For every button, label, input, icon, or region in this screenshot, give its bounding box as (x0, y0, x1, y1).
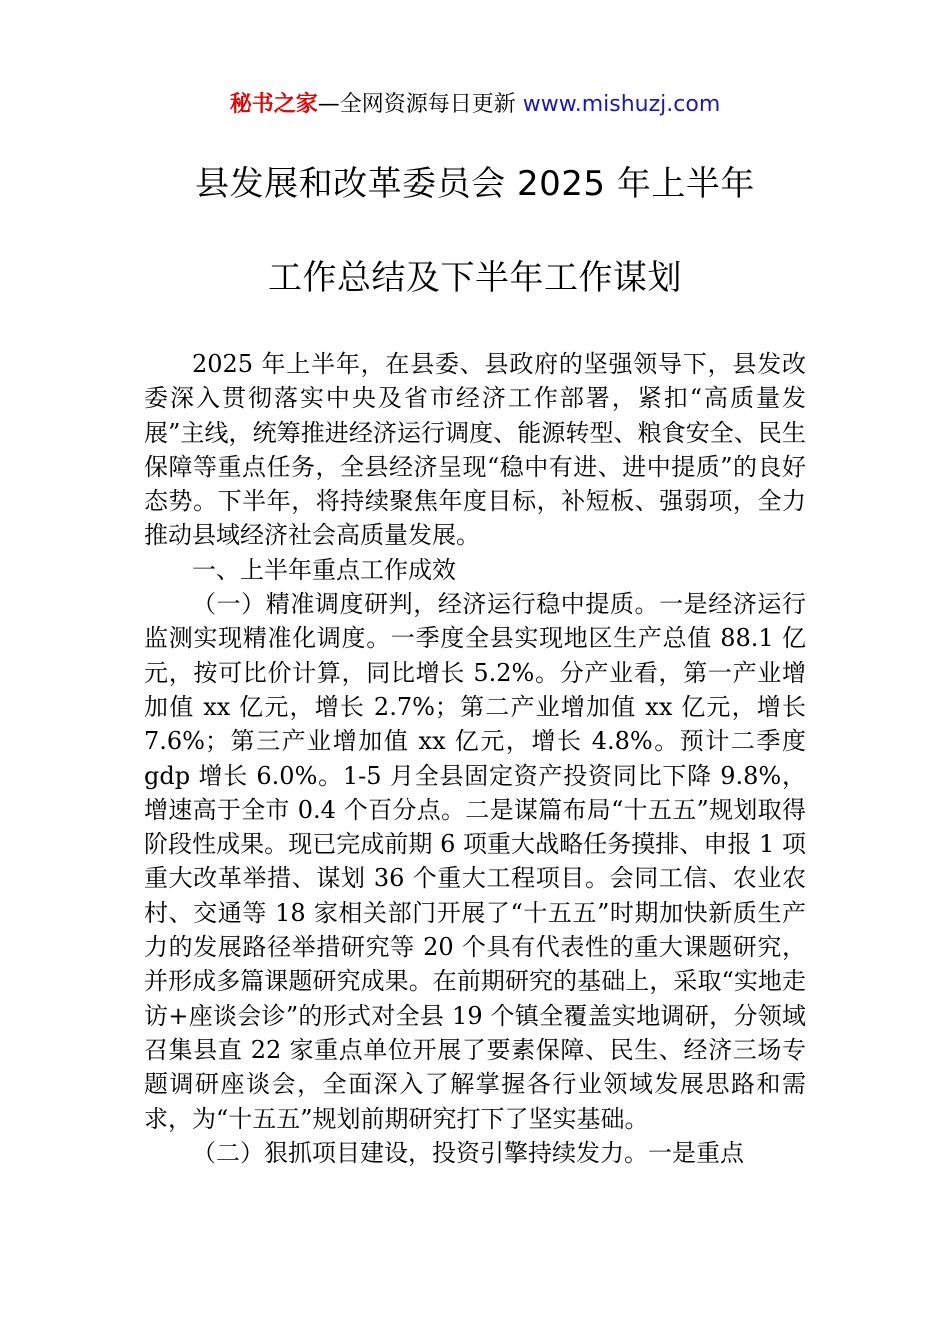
body-paragraph: （一）精准调度研判，经济运行稳中提质。一是经济运行监测实现精准化调度。一季度全县实现地区生产总值 88.1 亿元，按可比价计算，同比增长 5.2%。分产业看，第一产业增加值 xx 亿元，增长 2.7%；第二产业增加值 xx 亿元，增长 7.6%；第三产业增加值 xx 亿元，增长 4.8%。预计二季度 gdp 增长 6.0%。1-5 月全县固定资产投资同比下降 9.8%，增速高于全市 0.4 个百分点。二是谋篇布局“十五五”规划取得阶段性成果。现已完成前期 6 项重大战略任务摸排、申报 1 项重大改革举措、谋划 36 个重大工程项目。会同工信、农业农村、交通等 18 家相关部门开展了“十五五”时期加快新质生产力的发展路径举措研究等 20 个具有代表性的重大课题研究，并形成多篇课题研究成果。在前期研究的基础上，采取“实地走访+座谈会诊”的形式对全县 19 个镇全覆盖实地调研，分领域召集县直 22 家重点单位开展了要素保障、民生、经济三场专题调研座谈会，全面深入了解掌握各行业领域发展思路和需求，为“十五五”规划前期研究打下了坚实基础。 (144, 590, 806, 1133)
site-header (0, 88, 950, 122)
site-url: www.mishuzj.com (522, 92, 721, 117)
document-body (144, 347, 806, 1170)
document-title-line-2: 工作总结及下半年工作谋划 (268, 258, 682, 298)
document-title-line-1: 县发展和改革委员会 2025 年上半年 (195, 164, 755, 204)
brand-name: 秘书之家 (229, 92, 318, 117)
body-paragraph: （二）狠抓项目建设，投资引擎持续发力。一是重点 (192, 1138, 744, 1167)
intro-paragraph: 2025 年上半年，在县委、县政府的坚强领导下，县发改委深入贯彻落实中央及省市经济工作部署，紧扣“高质量发展”主线，统筹推进经济运行调度、能源转型、粮食安全、民生保障等重点任务，全县经济呈现“稳中有进、进中提质”的良好态势。下半年，将持续聚焦年度目标，补短板、强弱项，全力推动县域经济社会高质量发展。 (144, 350, 806, 550)
header-tagline: —全网资源每日更新 (317, 92, 523, 117)
section-heading: 一、上半年重点工作成效 (192, 555, 456, 584)
